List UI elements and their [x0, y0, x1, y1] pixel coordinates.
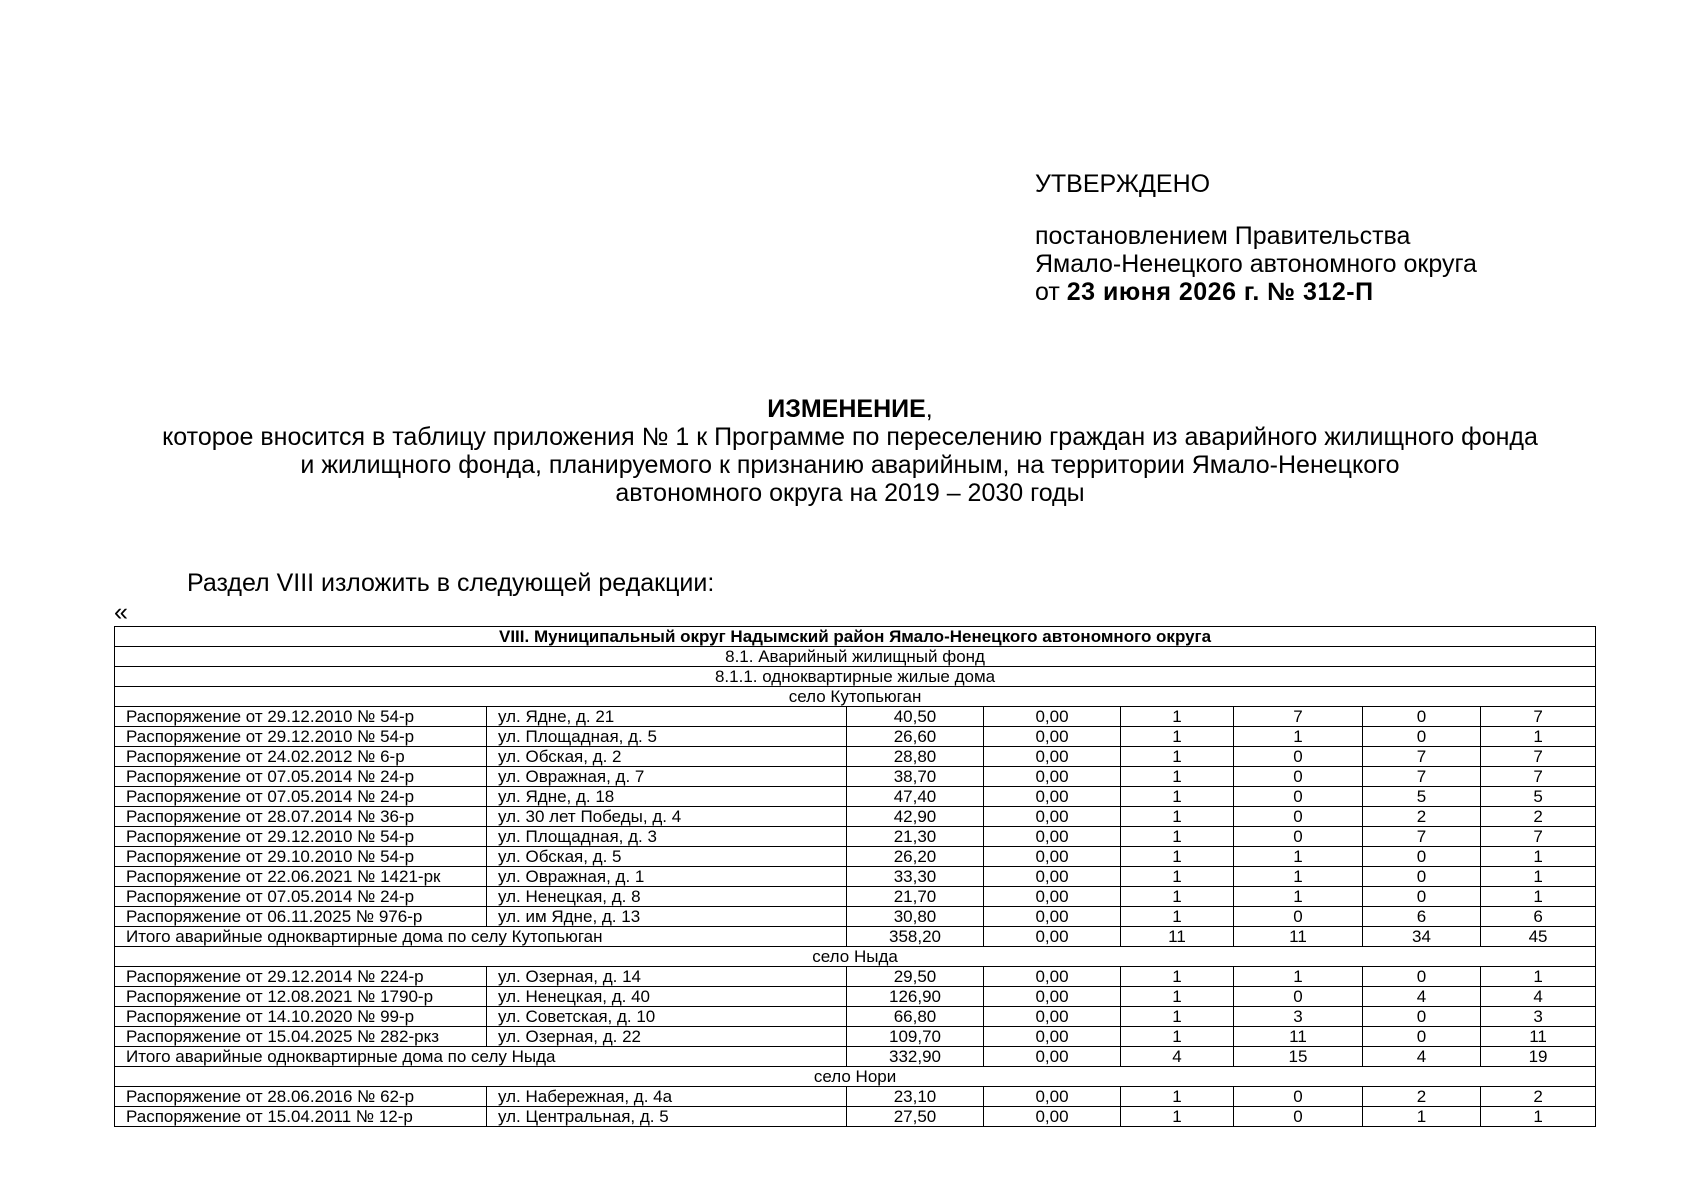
cell-address: ул. Ненецкая, д. 40: [487, 987, 847, 1007]
cell-value: 0,00: [984, 747, 1121, 767]
cell-address: ул. Площадная, д. 3: [487, 827, 847, 847]
cell-document: Распоряжение от 28.07.2014 № 36-р: [115, 807, 487, 827]
cell-value: 66,80: [847, 1007, 984, 1027]
title-head: ИЗМЕНЕНИЕ: [767, 395, 926, 423]
table-row: [115, 987, 1596, 1007]
cell-address: ул. Ненецкая, д. 8: [487, 887, 847, 907]
cell-value: 0,00: [984, 727, 1121, 747]
cell-value: 0,00: [984, 807, 1121, 827]
table-row: [115, 1087, 1596, 1107]
group-header-row: [115, 1067, 1596, 1087]
cell-address: ул. 30 лет Победы, д. 4: [487, 807, 847, 827]
cell-value: 1: [1481, 727, 1596, 747]
total-value: 4: [1363, 1047, 1481, 1067]
cell-value: 2: [1363, 807, 1481, 827]
table-row: [115, 807, 1596, 827]
cell-value: 109,70: [847, 1027, 984, 1047]
cell-value: 28,80: [847, 747, 984, 767]
cell-document: Распоряжение от 29.12.2010 № 54-р: [115, 827, 487, 847]
group-name: село Нори: [115, 1067, 1596, 1087]
cell-address: ул. Центральная, д. 5: [487, 1107, 847, 1127]
cell-document: Распоряжение от 28.06.2016 № 62-р: [115, 1087, 487, 1107]
approval-from-prefix: от: [1035, 278, 1067, 306]
table-row: [115, 767, 1596, 787]
cell-value: 5: [1481, 787, 1596, 807]
cell-document: Распоряжение от 22.06.2021 № 1421-рк: [115, 867, 487, 887]
cell-document: Распоряжение от 15.04.2025 № 282-ркз: [115, 1027, 487, 1047]
cell-value: 26,20: [847, 847, 984, 867]
cell-value: 0,00: [984, 1087, 1121, 1107]
cell-document: Распоряжение от 24.02.2012 № 6-р: [115, 747, 487, 767]
group-header-row: [115, 687, 1596, 707]
cell-document: Распоряжение от 07.05.2014 № 24-р: [115, 787, 487, 807]
total-value: 0,00: [984, 1047, 1121, 1067]
cell-value: 1: [1481, 967, 1596, 987]
cell-value: 4: [1363, 987, 1481, 1007]
table-row: [115, 867, 1596, 887]
cell-value: 7: [1234, 707, 1363, 727]
cell-value: 0,00: [984, 967, 1121, 987]
cell-document: Распоряжение от 29.10.2010 № 54-р: [115, 847, 487, 867]
subsubsection-row: [115, 667, 1596, 687]
cell-value: 1: [1234, 867, 1363, 887]
cell-value: 21,70: [847, 887, 984, 907]
cell-value: 23,10: [847, 1087, 984, 1107]
cell-document: Распоряжение от 07.05.2014 № 24-р: [115, 767, 487, 787]
group-header-row: [115, 947, 1596, 967]
total-label: Итого аварийные одноквартирные дома по селу Ныда: [115, 1047, 847, 1067]
cell-value: 126,90: [847, 987, 984, 1007]
cell-value: 0: [1363, 707, 1481, 727]
cell-value: 0,00: [984, 1027, 1121, 1047]
cell-value: 1: [1121, 1007, 1234, 1027]
cell-address: ул. Ядне, д. 21: [487, 707, 847, 727]
cell-value: 0,00: [984, 707, 1121, 727]
total-value: 15: [1234, 1047, 1363, 1067]
cell-value: 2: [1481, 1087, 1596, 1107]
total-value: 332,90: [847, 1047, 984, 1067]
cell-address: ул. Ядне, д. 18: [487, 787, 847, 807]
cell-address: ул. Советская, д. 10: [487, 1007, 847, 1027]
cell-value: 0,00: [984, 1007, 1121, 1027]
approval-stamp: УТВЕРЖДЕНО: [1035, 170, 1211, 198]
cell-value: 0: [1234, 1107, 1363, 1127]
table-row: [115, 787, 1596, 807]
table-row: [115, 907, 1596, 927]
cell-address: ул. Озерная, д. 14: [487, 967, 847, 987]
title-head-line: [100, 395, 1600, 423]
cell-value: 2: [1481, 807, 1596, 827]
cell-value: 7: [1481, 827, 1596, 847]
cell-value: 7: [1481, 747, 1596, 767]
cell-document: Распоряжение от 29.12.2010 № 54-р: [115, 727, 487, 747]
cell-value: 0: [1234, 987, 1363, 1007]
total-row: [115, 1047, 1596, 1067]
cell-value: 7: [1363, 827, 1481, 847]
cell-value: 0: [1363, 847, 1481, 867]
cell-value: 0,00: [984, 1107, 1121, 1127]
cell-value: 1: [1121, 847, 1234, 867]
cell-value: 1: [1481, 1107, 1596, 1127]
table-row: [115, 747, 1596, 767]
cell-value: 30,80: [847, 907, 984, 927]
cell-value: 0: [1234, 747, 1363, 767]
cell-value: 1: [1121, 707, 1234, 727]
cell-value: 1: [1481, 847, 1596, 867]
cell-value: 1: [1121, 967, 1234, 987]
title-line-1: которое вносится в таблицу приложения № 1 к Программе по переселению граждан из аварийного жилищного фонда: [162, 423, 1538, 451]
cell-value: 27,50: [847, 1107, 984, 1127]
approval-block: [1035, 170, 1477, 306]
cell-value: 4: [1481, 987, 1596, 1007]
cell-value: 0,00: [984, 907, 1121, 927]
cell-value: 33,30: [847, 867, 984, 887]
subsection-row: [115, 647, 1596, 667]
cell-value: 0,00: [984, 847, 1121, 867]
approval-number: 23 июня 2026 г. № 312-П: [1066, 278, 1374, 306]
subsubsection-title: 8.1.1. одноквартирные жилые дома: [115, 667, 1596, 687]
cell-address: ул. Обская, д. 5: [487, 847, 847, 867]
cell-value: 5: [1363, 787, 1481, 807]
cell-value: 0,00: [984, 987, 1121, 1007]
title-line-2: и жилищного фонда, планируемого к признанию аварийным, на территории Ямало-Ненецкого: [300, 451, 1400, 479]
cell-value: 1: [1121, 1107, 1234, 1127]
cell-value: 1: [1234, 887, 1363, 907]
cell-address: ул. Площадная, д. 5: [487, 727, 847, 747]
cell-value: 1: [1121, 1027, 1234, 1047]
cell-value: 0: [1234, 1087, 1363, 1107]
cell-value: 0: [1363, 1007, 1481, 1027]
cell-value: 1: [1121, 867, 1234, 887]
table-row: [115, 827, 1596, 847]
cell-value: 7: [1481, 767, 1596, 787]
table-row: [115, 847, 1596, 867]
approval-line-2: Ямало-Ненецкого автономного округа: [1035, 250, 1477, 278]
cell-value: 1: [1121, 1087, 1234, 1107]
cell-value: 7: [1363, 747, 1481, 767]
cell-value: 1: [1121, 987, 1234, 1007]
cell-value: 1: [1234, 967, 1363, 987]
table-row: [115, 1027, 1596, 1047]
cell-address: ул. Обская, д. 2: [487, 747, 847, 767]
cell-value: 0,00: [984, 827, 1121, 847]
cell-value: 0,00: [984, 787, 1121, 807]
cell-value: 0: [1363, 887, 1481, 907]
cell-address: ул. Овражная, д. 7: [487, 767, 847, 787]
cell-document: Распоряжение от 06.11.2025 № 976-р: [115, 907, 487, 927]
table-row: [115, 887, 1596, 907]
cell-value: 0: [1363, 967, 1481, 987]
cell-value: 0: [1363, 867, 1481, 887]
total-value: 4: [1121, 1047, 1234, 1067]
cell-address: ул. Набережная, д. 4а: [487, 1087, 847, 1107]
cell-value: 0: [1234, 767, 1363, 787]
table-row: [115, 1007, 1596, 1027]
cell-document: Распоряжение от 29.12.2014 № 224-р: [115, 967, 487, 987]
cell-document: Распоряжение от 29.12.2010 № 54-р: [115, 707, 487, 727]
cell-value: 1: [1121, 807, 1234, 827]
cell-value: 0: [1363, 727, 1481, 747]
cell-value: 1: [1121, 787, 1234, 807]
intro-text: Раздел VIII изложить в следующей редакции:: [187, 569, 715, 597]
table-row: [115, 727, 1596, 747]
cell-value: 0,00: [984, 767, 1121, 787]
housing-table: [114, 626, 1596, 1127]
cell-value: 1: [1234, 847, 1363, 867]
total-value: 11: [1234, 927, 1363, 947]
title-line-3: автономного округа на 2019 – 2030 годы: [615, 479, 1085, 507]
cell-document: Распоряжение от 07.05.2014 № 24-р: [115, 887, 487, 907]
total-value: 11: [1121, 927, 1234, 947]
cell-value: 1: [1121, 887, 1234, 907]
cell-value: 0: [1234, 787, 1363, 807]
cell-value: 1: [1481, 887, 1596, 907]
approval-date-line: [1035, 278, 1477, 306]
total-value: 19: [1481, 1047, 1596, 1067]
cell-address: ул. Овражная, д. 1: [487, 867, 847, 887]
cell-value: 0: [1234, 827, 1363, 847]
cell-value: 1: [1121, 827, 1234, 847]
cell-value: 6: [1363, 907, 1481, 927]
quote-mark: «: [114, 598, 128, 626]
total-row: [115, 927, 1596, 947]
cell-value: 3: [1481, 1007, 1596, 1027]
cell-value: 21,30: [847, 827, 984, 847]
table-body: [115, 627, 1596, 1127]
cell-document: Распоряжение от 14.10.2020 № 99-р: [115, 1007, 487, 1027]
total-value: 34: [1363, 927, 1481, 947]
cell-value: 40,50: [847, 707, 984, 727]
cell-value: 2: [1363, 1087, 1481, 1107]
cell-value: 0: [1363, 1027, 1481, 1047]
total-value: 0,00: [984, 927, 1121, 947]
group-name: село Кутопьюган: [115, 687, 1596, 707]
cell-value: 0: [1234, 907, 1363, 927]
total-label: Итого аварийные одноквартирные дома по селу Кутопьюган: [115, 927, 847, 947]
table-row: [115, 967, 1596, 987]
cell-address: ул. Озерная, д. 22: [487, 1027, 847, 1047]
cell-value: 7: [1481, 707, 1596, 727]
cell-value: 47,40: [847, 787, 984, 807]
cell-value: 0,00: [984, 887, 1121, 907]
cell-value: 1: [1121, 767, 1234, 787]
cell-value: 1: [1121, 907, 1234, 927]
document-title: [100, 395, 1600, 507]
cell-document: Распоряжение от 15.04.2011 № 12-р: [115, 1107, 487, 1127]
cell-value: 11: [1234, 1027, 1363, 1047]
cell-value: 1: [1121, 727, 1234, 747]
cell-value: 42,90: [847, 807, 984, 827]
cell-value: 38,70: [847, 767, 984, 787]
cell-value: 29,50: [847, 967, 984, 987]
cell-value: 7: [1363, 767, 1481, 787]
section-row: [115, 627, 1596, 647]
cell-value: 3: [1234, 1007, 1363, 1027]
cell-value: 1: [1363, 1107, 1481, 1127]
total-value: 45: [1481, 927, 1596, 947]
total-value: 358,20: [847, 927, 984, 947]
table-row: [115, 707, 1596, 727]
cell-address: ул. им Ядне, д. 13: [487, 907, 847, 927]
subsection-title: 8.1. Аварийный жилищный фонд: [115, 647, 1596, 667]
approval-line-1: постановлением Правительства: [1035, 222, 1411, 250]
cell-value: 26,60: [847, 727, 984, 747]
table-row: [115, 1107, 1596, 1127]
cell-value: 11: [1481, 1027, 1596, 1047]
cell-value: 0: [1234, 807, 1363, 827]
cell-value: 1: [1481, 867, 1596, 887]
section-title: VIII. Муниципальный округ Надымский район Ямало-Ненецкого автономного округа: [115, 627, 1596, 647]
cell-value: 0,00: [984, 867, 1121, 887]
title-comma: ,: [925, 395, 933, 423]
group-name: село Ныда: [115, 947, 1596, 967]
cell-value: 1: [1234, 727, 1363, 747]
cell-document: Распоряжение от 12.08.2021 № 1790-р: [115, 987, 487, 1007]
cell-value: 6: [1481, 907, 1596, 927]
cell-value: 1: [1121, 747, 1234, 767]
